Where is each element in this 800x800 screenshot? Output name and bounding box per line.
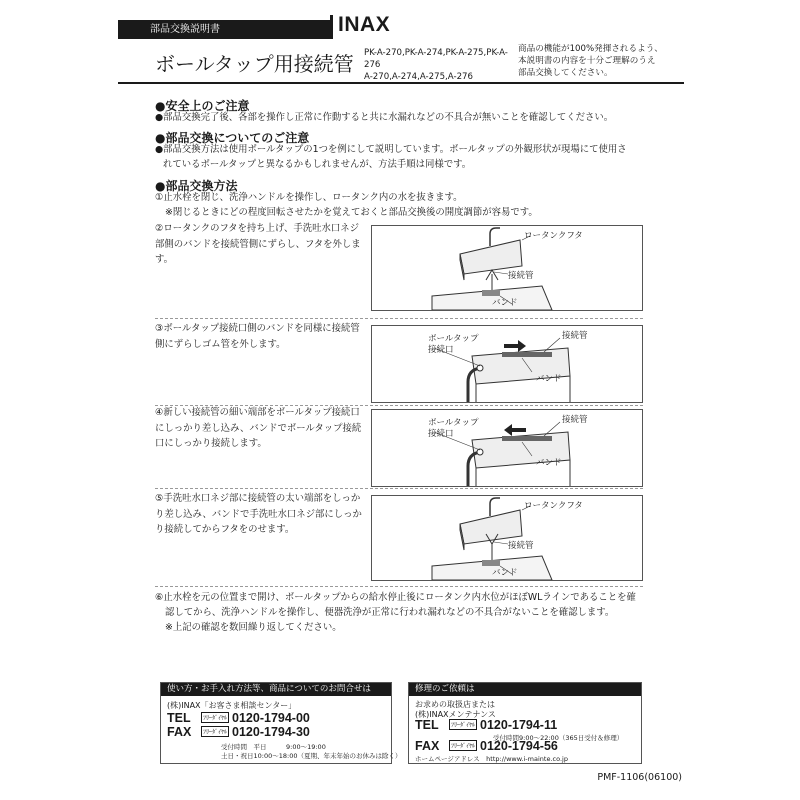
document-code: PMF-1106(06100)	[597, 772, 682, 783]
customer-support-fax	[167, 725, 310, 739]
free-dial-icon: ﾌﾘｰﾀﾞｲﾔﾙ	[201, 726, 229, 737]
label-ball-tap-inlet: 接続口	[428, 345, 454, 355]
repair-request-heading: 修理のご依頼は	[409, 683, 641, 696]
about-heading: ●部品交換についてのご注意	[155, 131, 310, 145]
safety-body: ●部品交換完了後、各部を操作し正常に作動すると共に水漏れなどの不具合が無いことを確認してください。	[155, 112, 614, 123]
safety-heading: ●安全上のご注意	[155, 99, 250, 113]
label-band: バンド	[492, 568, 518, 578]
step3-illustration	[371, 325, 643, 403]
free-dial-icon: ﾌﾘｰﾀﾞｲﾔﾙ	[449, 740, 477, 751]
label-band: バンド	[536, 374, 562, 384]
fax-number: 0120-1794-56	[480, 739, 558, 753]
method-heading: ●部品交換方法	[155, 179, 238, 193]
label-tank-lid: ロータンクフタ	[524, 231, 583, 241]
page-title: ボールタップ用接続管	[155, 52, 354, 76]
label-ball-tap: ボールタップ	[428, 334, 479, 344]
label-band: バンド	[492, 298, 518, 308]
customer-support-org: (株)INAX「お客さま相談センター」	[167, 701, 297, 710]
step6-line3: ※上記の確認を数回繰り返してください。	[165, 622, 342, 633]
customer-support-heading: 使い方・お手入れ方法等、商品についてのお問合せは	[161, 683, 391, 696]
step3-text: ③ボールタップ接続口側のバンドを同様に接続管側にずらしゴム管を外します。	[155, 323, 360, 350]
fax-number: 0120-1794-30	[232, 725, 310, 739]
customer-support-box	[160, 682, 402, 764]
about-line2: れているボールタップと異なるかもしれませんが、方法手順は同様です。	[163, 159, 472, 170]
header-note: 商品の機能が100%発揮されるよう、 本説明書の内容を十分ご理解のうえ 部品交換してください。	[518, 44, 663, 78]
fax-key: FAX	[167, 725, 192, 739]
label-band: バンド	[536, 458, 562, 468]
ball-tap-diagram-remove	[372, 326, 642, 402]
repair-org-line2: (株)INAXメンテナンス	[415, 710, 496, 719]
free-dial-icon: ﾌﾘｰﾀﾞｲﾔﾙ	[201, 712, 229, 723]
about-line1: ●部品交換方法は使用ボールタップの1つを例にして説明しています。ボールタップの外観形状が現場にて使用さ	[155, 144, 627, 155]
step5-text: ⑤手洗吐水口ネジ部に接続管の太い端部をしっかり差し込み、バンドで手洗吐水口ネジ部にしっかり接続してからフタをのせます。	[155, 493, 362, 535]
step4-text: ④新しい接続管の細い端部をボールタップ接続口にしっかり差し込み、バンドでボールタップ接続口にしっかり接続します。	[155, 407, 362, 449]
logo-divider	[330, 15, 333, 39]
label-connector-pipe: 接続管	[508, 271, 534, 281]
free-dial-icon: ﾌﾘｰﾀﾞｲﾔﾙ	[449, 719, 477, 730]
step2-illustration	[371, 225, 643, 311]
step1-line2: ※閉じるときにどの程度回転させたかを覚えておくと部品交換後の開度調節が容易です。	[165, 207, 538, 218]
step-separator	[155, 318, 643, 319]
brand-logo: INAX	[338, 13, 391, 36]
step1-line1: ①止水栓を閉じ、洗浄ハンドルを操作し、ロータンク内の水を抜きます。	[155, 192, 463, 203]
doc-type-label: 部品交換説明書	[118, 20, 330, 39]
label-tank-lid: ロータンクフタ	[524, 501, 583, 511]
support-hours-weekday: 受付時間 平日 9:00～19:00	[221, 743, 326, 751]
repair-hours: 受付時間9:00～22:00（365日受付＆修理）	[493, 734, 624, 742]
step-separator	[155, 488, 643, 489]
label-connector-pipe: 接続管	[562, 331, 588, 341]
label-connector-pipe: 接続管	[508, 541, 534, 551]
step-separator	[155, 586, 643, 587]
model-numbers: PK-A-270,PK-A-274,PK-A-275,PK-A-276 A-270,A-274,A-275,A-276	[364, 48, 508, 82]
step4-illustration	[371, 409, 643, 487]
customer-support-tel	[167, 711, 310, 725]
repair-fax	[415, 739, 558, 753]
repair-web-address: ホームページアドレス http://www.i-mainte.co.jp	[415, 755, 568, 763]
step2-text: ②ロータンクのフタを持ち上げ、手洗吐水口ネジ部側のバンドを接続管側にずらし、フタを外します。	[155, 223, 361, 265]
repair-request-box	[408, 682, 642, 764]
ball-tap-diagram-attach	[372, 410, 642, 486]
fax-key: FAX	[415, 739, 440, 753]
tel-key: TEL	[415, 718, 439, 732]
repair-org-line1: お求めの取扱店または	[415, 700, 495, 709]
header-rule	[118, 82, 684, 84]
label-connector-pipe: 接続管	[562, 415, 588, 425]
support-hours-weekend: 土日・祝日10:00～18:00（夏期、年末年始のお休みは除く）	[221, 752, 402, 760]
step6-line1: ⑥止水栓を元の位置まで開け、ボールタップからの給水停止後にロータンク内水位がほぼWLラインであることを確	[155, 592, 636, 603]
label-ball-tap: ボールタップ	[428, 418, 479, 428]
label-ball-tap-inlet: 接続口	[428, 429, 454, 439]
tel-number: 0120-1794-00	[232, 711, 310, 725]
step6-line2: 認してから、洗浄ハンドルを操作し、便器洗浄が正常に行われ漏れなどの不具合がないことを確認します。	[165, 607, 615, 618]
repair-tel	[415, 718, 557, 732]
tel-key: TEL	[167, 711, 191, 725]
step5-illustration	[371, 495, 643, 581]
tel-number: 0120-1794-11	[480, 718, 558, 732]
